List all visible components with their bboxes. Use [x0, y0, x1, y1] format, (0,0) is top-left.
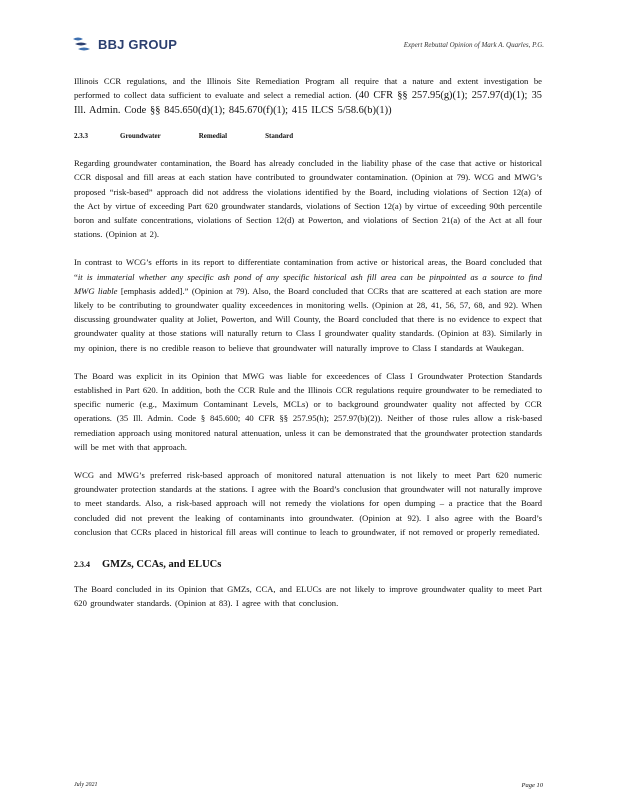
section-233-paragraph-4: WCG and MWG’s preferred risk-based approach of monitored natural attenuation is not likely to meet Part 620 numeric groundwater protection standards at the stations. I agree with the Board’s conclusion that groundwater will not naturally improve to meet standards. Also, a risk-based approach will not remedy the violations for open dumping – a practice that the Board concluded did not prevent the leaking of contaminants into groundwater. (Opinion at 92). I also agree with the Board’s conclusion that CCRs placed in historical fill areas will continue to leach to groundwater, if not removed or properly remediated. — [74, 470, 542, 537]
page-content — [74, 74, 542, 624]
bbj-logo-icon — [72, 36, 92, 52]
p2-after-quote: [emphasis added].” (Opinion at 79). Also, the Board concluded that CCRs that are scattered at each station are more likely to be contributing to groundwater quality exceedences in monitoring wells. (Opinion at 28, 41, 56, 57, 68, and 92). When discussing groundwater quality at Joliet, Powerton, and Will County, the Board concluded that there is no evidence to expect that groundwater quality at those stations will naturally return to Class I groundwater quality standards. (Opinion at 83). Similarly in my opinion, there is no credible reason to believe that groundwater will naturally improve to Class I standards at Waukegan. — [74, 285, 542, 353]
section-233-number: 2.3.3 — [74, 132, 88, 141]
logo-text: BBJ GROUP — [98, 36, 178, 52]
footer-page-number: Page 10 — [521, 782, 543, 789]
section-234-heading — [74, 559, 542, 570]
section-233-paragraph-3: The Board was explicit in its Opinion that MWG was liable for exceedences of Class I Groundwater Protection Standards established in Part 620. In addition, both the CCR Rule and the Illinois CCR regulations require groundwater to be remediated to specific numeric (e.g., Maximum Contaminant Levels, MCLs) or to background groundwater quality not affected by CCR operations. (35 Ill. Admin. Code § 845.600; 40 CFR §§ 257.95(h); 257.97(b)(2)). Neither of those rules allow a risk-based remediation approach using monitored natural attenuation, unless it can be demonstrated that the groundwater protection standards will be met with that approach. — [74, 370, 542, 452]
p2-quote: it is immaterial whether any specific ash pond of any specific historical ash fill area can be pinpointed as a source to find MWG liable — [74, 271, 542, 296]
section-233-paragraph-2 — [74, 255, 542, 354]
report-header-title: Expert Rebuttal Opinion of Mark A. Quarles, P.G. — [403, 41, 544, 49]
section-233-title-word-1: Groundwater — [120, 132, 161, 141]
intro-citation: (40 CFR §§ 257.95(g)(1); 257.97(d)(1); 35 Ill. Admin. Code §§ 845.650(d)(1); 845.670(f)(1); 415 ILCS 5/58.6(b)(1)) — [74, 90, 542, 117]
footer-date: July 2021 — [74, 782, 98, 788]
intro-paragraph — [74, 74, 542, 118]
company-logo — [72, 36, 177, 52]
section-233-title-word-2: Remedial — [198, 132, 228, 141]
intro-text: Illinois CCR regulations, and the Illinois Site Remediation Program all require that a nature and extent investigation be performed to collect data sufficient to evaluate and select a remedial action. — [74, 76, 542, 101]
section-234-number: 2.3.4 — [74, 560, 90, 570]
p2-before-quote: In contrast to WCG’s efforts in its report to differentiate contamination from active or historical areas, the Board concluded that “ — [74, 257, 542, 282]
section-233-title-word-3: Standard — [265, 132, 294, 141]
section-233-heading — [74, 132, 542, 140]
section-234-title: GMZs, CCAs, and ELUCs — [102, 559, 222, 571]
section-233-paragraph-1: Regarding groundwater contamination, the Board has already concluded in the liability phase of the case that active or historical CCR disposal and fill areas at each station have contributed to groundwater contamination. (Opinion at 79). WCG and MWG’s proposed “risk-based” approach did not address the violations identified by the Board, including violations of Section 12(a) of the Act by virtue of exceeding Part 620 groundwater standards, violations of Section 12(a) by virtue of exceeding 90th percentile boron and sulfate concentrations, violations of Section 12(d) at Powerton, and violations of Section 21(a) of the Act at all four stations. (Opinion at 2). — [74, 158, 542, 240]
section-234-paragraph-1: The Board concluded in its Opinion that GMZs, CCA, and ELUCs are not likely to improve groundwater quality to meet Part 620 groundwater standards. (Opinion at 83). I agree with that conclusion. — [74, 584, 542, 609]
